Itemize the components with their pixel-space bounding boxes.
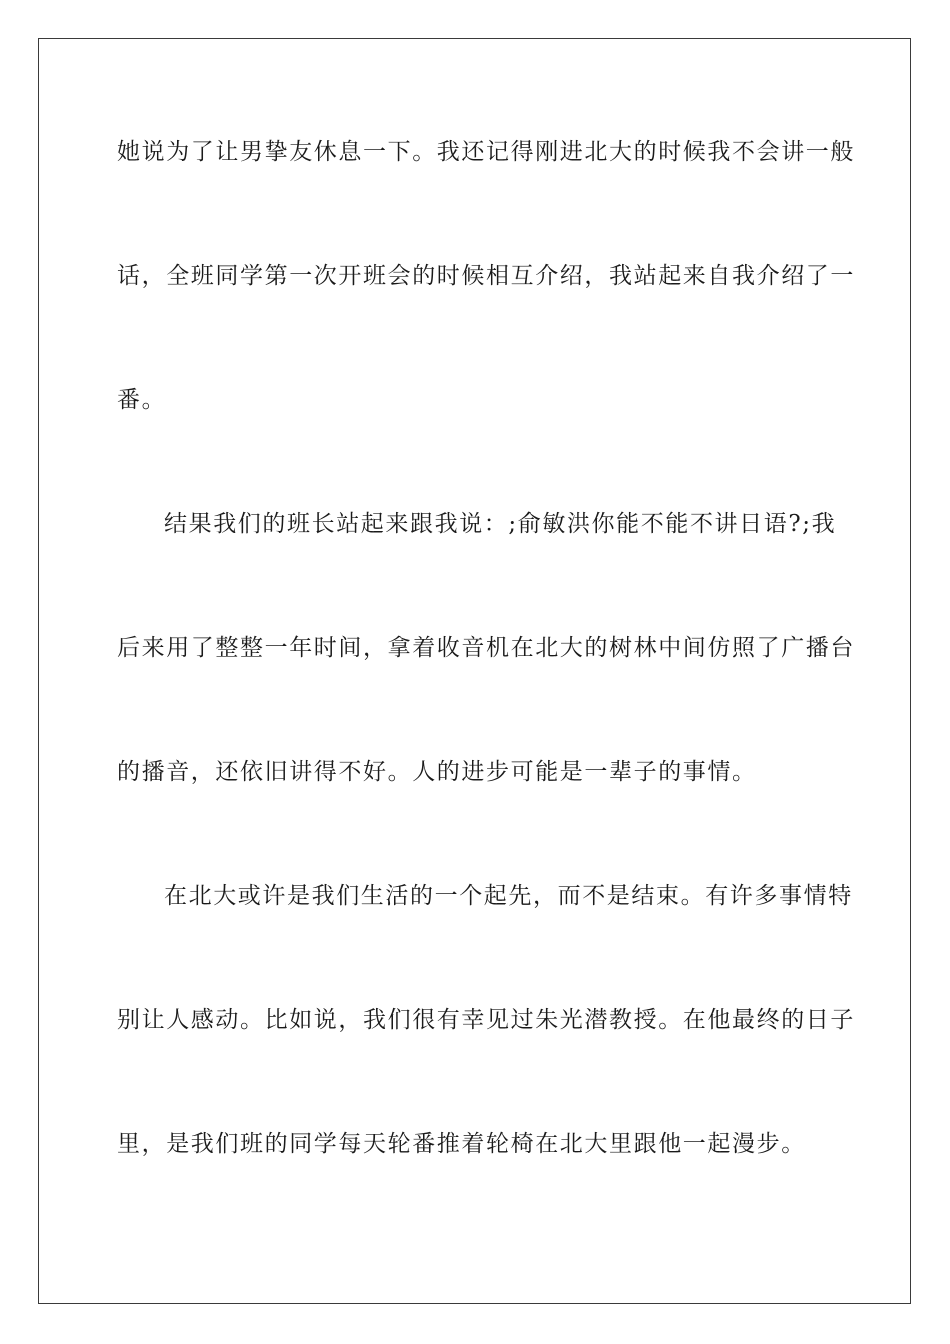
text-line: 的播音，还依旧讲得不好。人的进步可能是一辈子的事情。 xyxy=(117,759,757,785)
text-line: 番。 xyxy=(117,387,167,413)
text-line: 别让人感动。比如说，我们很有幸见过朱光潜教授。在他最终的日子 xyxy=(117,1007,855,1033)
text-line: 后来用了整整一年时间，拿着收音机在北大的树林中间仿照了广播台 xyxy=(117,635,855,661)
text-line: 话，全班同学第一次开班会的时候相互介绍，我站起来自我介绍了一 xyxy=(117,263,855,289)
paragraph-start-line: 结果我们的班长站起来跟我说：;俞敏洪你能不能不讲日语?;我 xyxy=(164,511,837,537)
page-border xyxy=(38,38,911,1304)
text-line: 她说为了让男挚友休息一下。我还记得刚进北大的时候我不会讲一般 xyxy=(117,139,855,165)
paragraph-start-line: 在北大或许是我们生活的一个起先，而不是结束。有许多事情特 xyxy=(164,883,853,909)
text-line: 里，是我们班的同学每天轮番推着轮椅在北大里跟他一起漫步。 xyxy=(117,1131,806,1157)
